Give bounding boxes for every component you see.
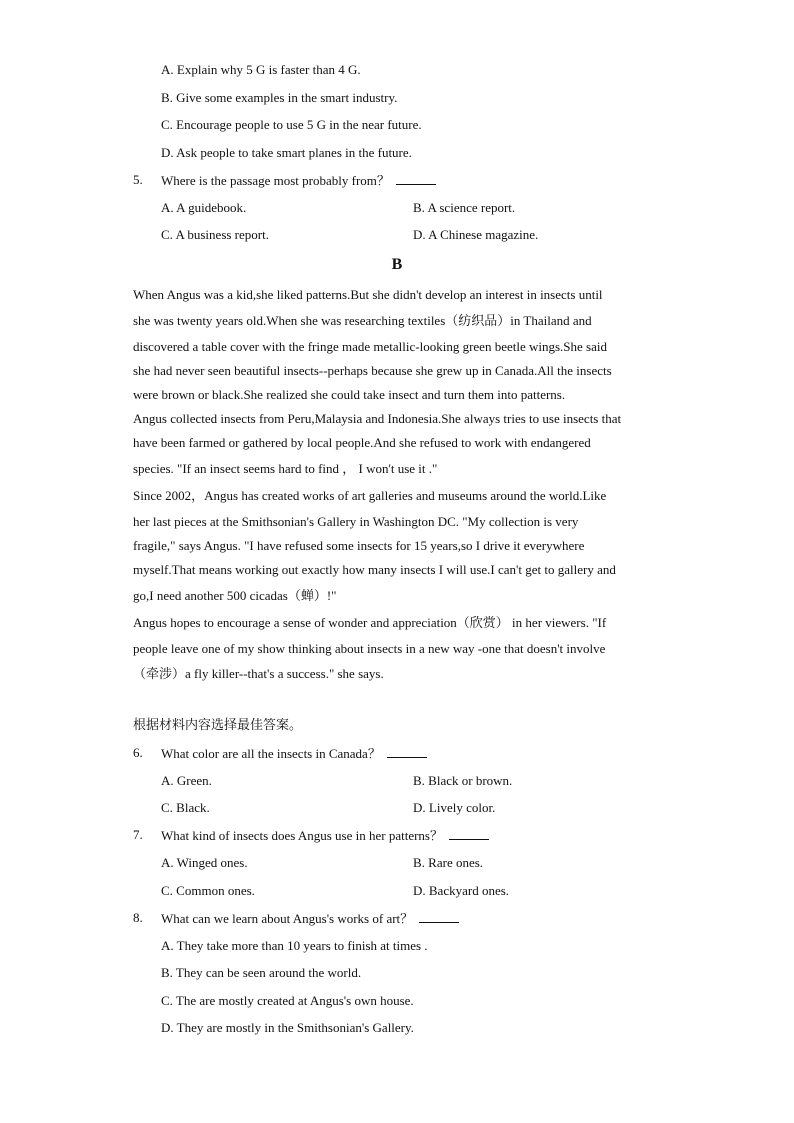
q5-option-b: B. A science report.	[413, 200, 516, 215]
passage-line: When Angus was a kid,she liked patterns.But she didn't develop an interest in insects until	[133, 287, 603, 302]
q6-option-c: C. Black.	[161, 800, 210, 815]
q6-option-b: B. Black or brown.	[413, 773, 513, 788]
q6-answer-blank[interactable]	[387, 745, 427, 758]
passage-line: Angus collected insects from Peru,Malaysia and Indonesia.She always tries to use insects that	[133, 411, 622, 426]
passage-line: myself.That means working out exactly how many insects I will use.I can't get to gallery and	[133, 562, 616, 577]
q6-text: What color are all the insects in Canada？	[161, 746, 381, 761]
q8-option-c: C. The are mostly created at Angus's own house.	[161, 993, 414, 1008]
q6-question	[161, 745, 427, 762]
passage-line: her last pieces at the Smithsonian's Gallery in Washington DC. "My collection is very	[133, 514, 579, 529]
q5-text: Where is the passage most probably from？	[161, 173, 390, 188]
q8-option-b: B. They can be seen around the world.	[161, 965, 362, 980]
q5-number: 5.	[133, 172, 143, 187]
passage-line: Since 2002，Angus has created works of art galleries and museums around the world.Like	[133, 488, 607, 503]
q4-option-a: A. Explain why 5 G is faster than 4 G.	[161, 62, 361, 77]
q5-question	[161, 172, 436, 189]
q5-option-d: D. A Chinese magazine.	[413, 227, 539, 242]
instruction: 根据材料内容选择最佳答案。	[133, 718, 303, 733]
passage-line: （牵涉）a fly killer--that's a success." she says.	[133, 666, 384, 681]
q7-question	[161, 827, 489, 844]
q6-option-a: A. Green.	[161, 773, 212, 788]
q7-option-c: C. Common ones.	[161, 883, 255, 898]
q8-option-a: A. They take more than 10 years to finish at times .	[161, 938, 428, 953]
q7-option-d: D. Backyard ones.	[413, 883, 510, 898]
q4-option-d: D. Ask people to take smart planes in the future.	[161, 145, 412, 160]
q7-number: 7.	[133, 827, 143, 842]
q8-text: What can we learn about Angus's works of art？	[161, 911, 414, 926]
passage-line: people leave one of my show thinking about insects in a new way -one that doesn't involve	[133, 641, 606, 656]
section-heading: B	[391, 256, 403, 273]
q5-answer-blank[interactable]	[396, 172, 436, 185]
q8-number: 8.	[133, 910, 143, 925]
q8-answer-blank[interactable]	[419, 910, 459, 923]
q5-option-c: C. A business report.	[161, 227, 269, 242]
q4-option-c: C. Encourage people to use 5 G in the near future.	[161, 117, 422, 132]
q6-number: 6.	[133, 745, 143, 760]
passage-line: she was twenty years old.When she was researching textiles（纺织品）in Thailand and	[133, 313, 592, 328]
q5-option-a: A. A guidebook.	[161, 200, 247, 215]
q7-text: What kind of insects does Angus use in her patterns？	[161, 828, 443, 843]
q6-option-d: D. Lively color.	[413, 800, 496, 815]
q8-question	[161, 910, 459, 927]
passage-line: discovered a table cover with the fringe made metallic-looking green beetle wings.She said	[133, 339, 607, 354]
passage-line: fragile," says Angus. "I have refused some insects for 15 years,so I drive it everywhere	[133, 538, 585, 553]
q7-answer-blank[interactable]	[449, 827, 489, 840]
q7-option-b: B. Rare ones.	[413, 855, 484, 870]
passage-line: Angus hopes to encourage a sense of wonder and appreciation（欣赏） in her viewers. "If	[133, 615, 607, 630]
passage-line: were brown or black.She realized she could take insect and turn them into patterns.	[133, 387, 566, 402]
passage-line: she had never seen beautiful insects--perhaps because she grew up in Canada.All the insects	[133, 363, 612, 378]
q7-option-a: A. Winged ones.	[161, 855, 248, 870]
passage-line: go,I need another 500 cicadas（蝉）!"	[133, 588, 337, 603]
q4-option-b: B. Give some examples in the smart industry.	[161, 90, 398, 105]
q8-option-d: D. They are mostly in the Smithsonian's Gallery.	[161, 1020, 414, 1035]
passage-line: species. "If an insect seems hard to find ， I won't use it ."	[133, 461, 438, 476]
passage-line: have been farmed or gathered by local people.And she refused to work with endangered	[133, 435, 591, 450]
